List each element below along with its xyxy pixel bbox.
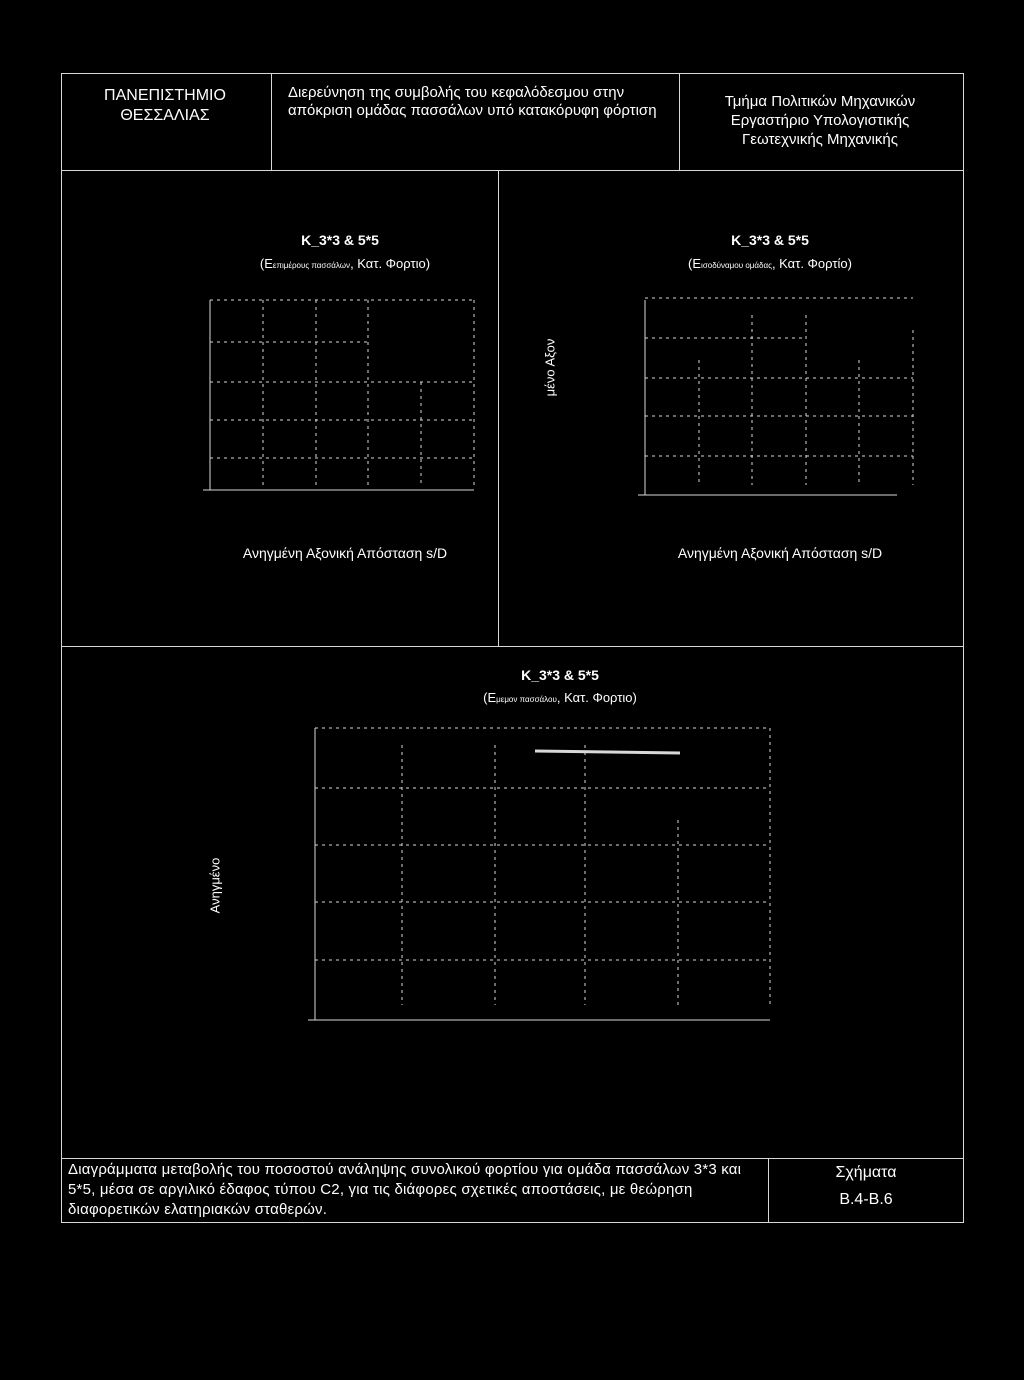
figure-caption: Διαγράμματα μεταβολής του ποσοστού ανάληψης συνολικού φορτίου για ομάδα πασσάλων 3*3 και 5*5, μέσα σε αργιλικό έδαφος τύπου C2, για τις διάφορες σχετικές αποστάσεις, με θεώρηση διαφορετικών ελατηριακών σταθερών. — [68, 1161, 742, 1218]
bottom-panel-plot — [305, 720, 780, 1025]
bottom-panel-subtitle — [420, 690, 700, 708]
subtitle-rest: , Κατ. Φορτιο) — [350, 256, 431, 271]
thesis-title: Διερεύνηση της συμβολής του κεφαλόδεσμου στην απόκριση ομάδας πασσάλων υπό κατακόρυφη φόρτιση — [288, 84, 657, 119]
university-name: ΠΑΝΕΠΙΣΤΗΜΙΟ ΘΕΣΣΑΛΙΑΣ — [104, 87, 226, 124]
department-line: Γεωτεχνικής Μηχανικής — [742, 131, 898, 148]
subtitle-subscript: μεμον πασσάλου — [496, 695, 557, 704]
department-block — [685, 92, 955, 149]
figures-range: Β.4-Β.6 — [839, 1191, 893, 1208]
right-panel-plot — [635, 290, 925, 500]
left-panel-plot — [200, 290, 490, 500]
footer-col-divider — [768, 1158, 769, 1223]
right-panel-xlabel: Ανηγμένη Αξονική Απόσταση s/D — [677, 545, 883, 561]
subtitle-subscript: επιμέρους πασσάλων — [272, 261, 351, 270]
department-line: Τμήμα Πολιτικών Μηχανικών — [724, 93, 916, 110]
panels-divider — [498, 170, 499, 646]
right-panel-ylabel: μένο Αξον — [542, 338, 558, 397]
department-line: Εργαστήριο Υπολογιστικής — [730, 112, 910, 129]
figures-label: Σχήματα — [835, 1164, 897, 1181]
right-panel-subtitle — [630, 256, 910, 274]
left-panel-subtitle — [205, 256, 485, 274]
panels-row-divider — [61, 646, 964, 647]
bottom-panel-title: K_3*3 & 5*5 — [521, 667, 599, 683]
header-divider — [61, 170, 964, 171]
bottom-panel-ylabel: Ανηγμένο — [207, 857, 223, 914]
subtitle-prefix: (Ε — [483, 690, 497, 705]
subtitle-prefix: (Ε — [688, 256, 702, 271]
subtitle-prefix: (Ε — [259, 256, 273, 271]
subtitle-rest: , Κατ. Φορτιο) — [556, 690, 637, 705]
header-col-divider-1 — [271, 73, 272, 171]
header-col-divider-2 — [679, 73, 680, 171]
right-panel-title: K_3*3 & 5*5 — [731, 232, 809, 248]
subtitle-subscript: ισοδύναμου ομάδας — [701, 261, 772, 270]
left-panel-xlabel: Ανηγμένη Αξονική Απόσταση s/D — [242, 545, 448, 561]
footer-divider — [61, 1158, 964, 1159]
subtitle-rest: , Κατ. Φορτίο) — [771, 256, 852, 271]
figures-block — [775, 1163, 957, 1210]
left-panel-title: K_3*3 & 5*5 — [301, 232, 379, 248]
